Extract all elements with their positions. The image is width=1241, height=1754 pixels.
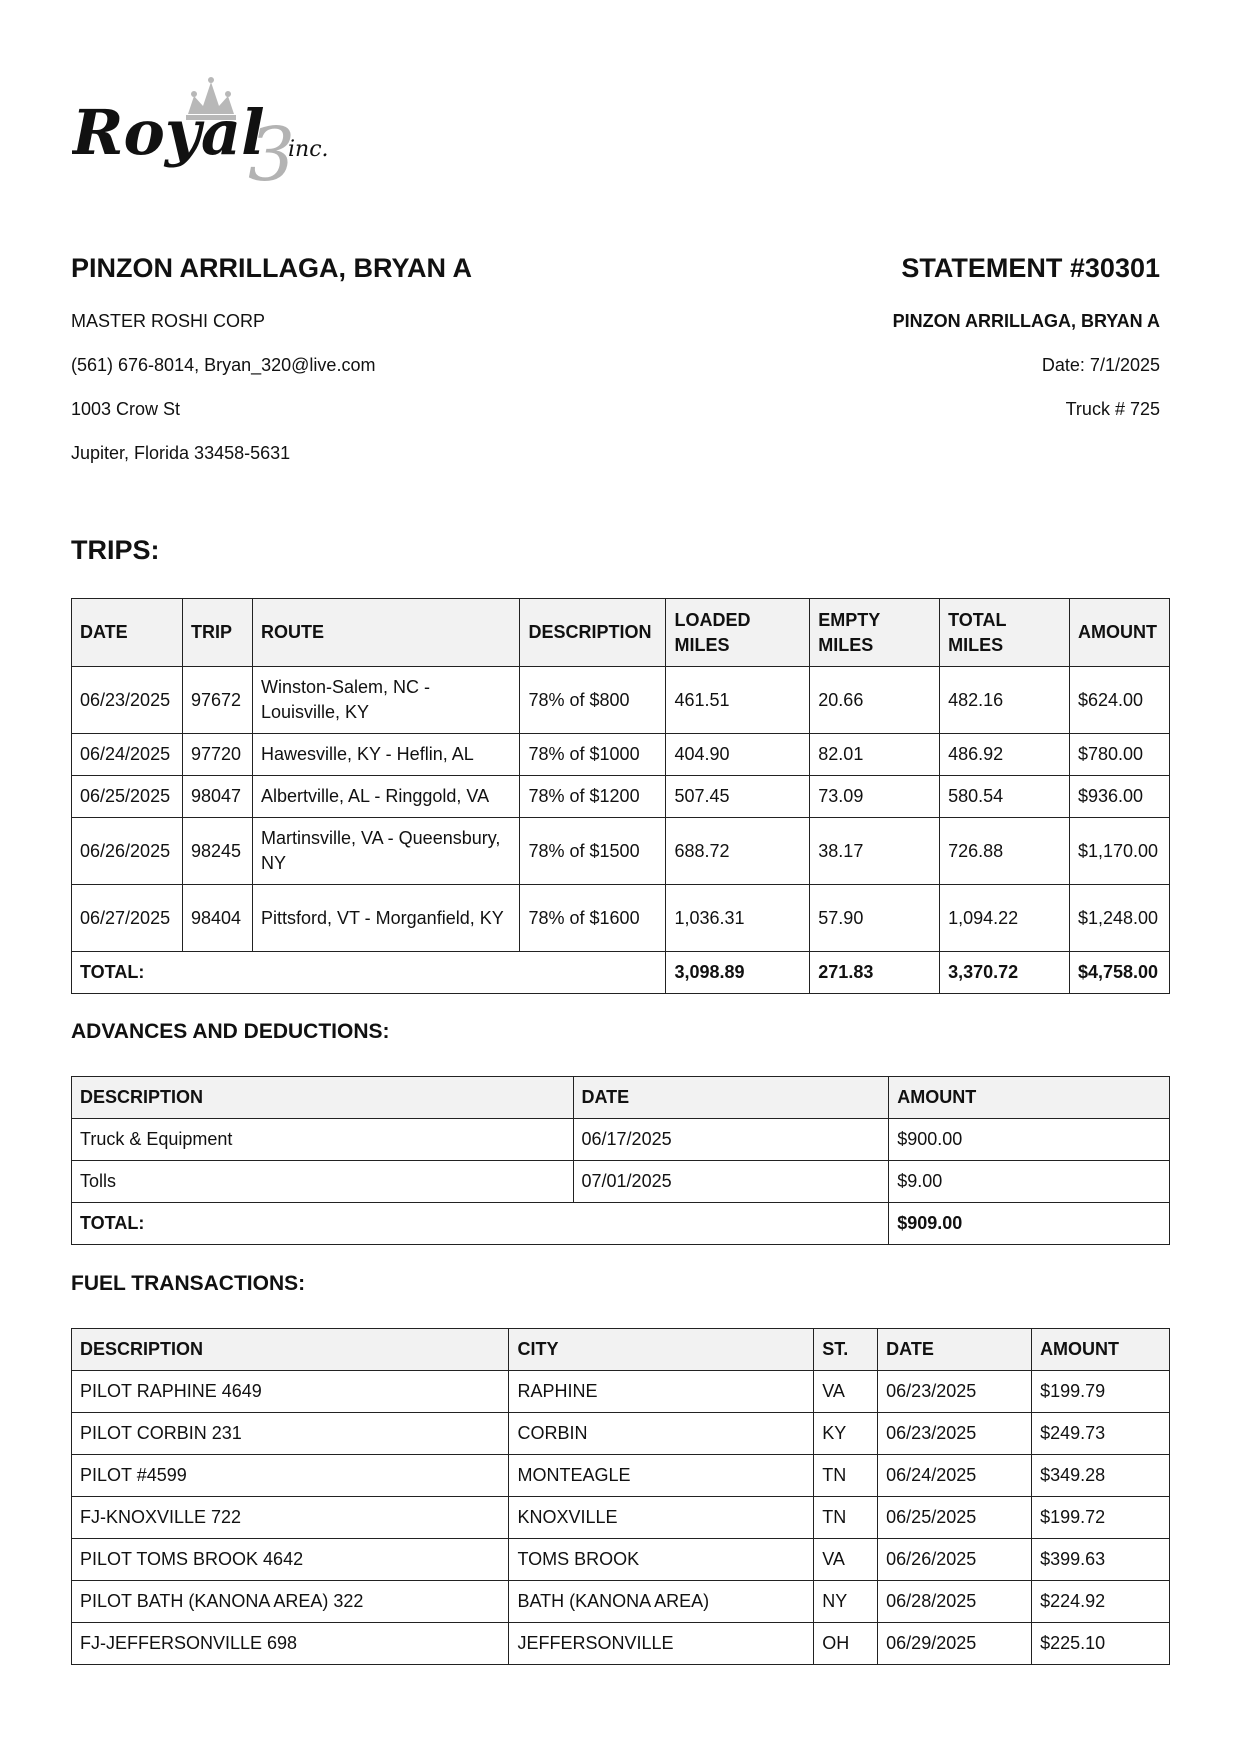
total-loaded-miles: 3,098.89 [666,952,810,994]
table-row [72,1371,1170,1413]
fuel-city: RAPHINE [509,1371,814,1413]
total-empty-miles: 271.83 [810,952,940,994]
fuel-amount: $199.79 [1032,1371,1170,1413]
fuel-amount: $199.72 [1032,1497,1170,1539]
advance-date: 07/01/2025 [573,1161,889,1203]
trip-date: 06/25/2025 [72,776,183,818]
trip-total-miles: 1,094.22 [940,885,1070,952]
fuel-date: 06/23/2025 [878,1371,1032,1413]
driver-info [71,252,472,464]
trip-total-miles: 486.92 [940,734,1070,776]
table-row [72,1497,1170,1539]
fuel-description: PILOT BATH (KANONA AREA) 322 [72,1581,509,1623]
trip-number: 98404 [182,885,252,952]
fuel-amount: $224.92 [1032,1581,1170,1623]
fuel-description: FJ-JEFFERSONVILLE 698 [72,1623,509,1665]
total-label: TOTAL: [72,952,666,994]
trip-loaded-miles: 688.72 [666,818,810,885]
table-row [72,1581,1170,1623]
fuel-date: 06/24/2025 [878,1455,1032,1497]
table-row [72,1623,1170,1665]
fuel-amount: $399.63 [1032,1539,1170,1581]
table-row [72,1455,1170,1497]
fuel-date: 06/23/2025 [878,1413,1032,1455]
col-header: DESCRIPTION [72,1329,509,1371]
trip-total-miles: 482.16 [940,667,1070,734]
trip-description: 78% of $1500 [520,818,666,885]
trip-amount: $780.00 [1069,734,1169,776]
trips-total-row [72,952,1170,994]
col-header: CITY [509,1329,814,1371]
trip-description: 78% of $800 [520,667,666,734]
trip-route: Martinsville, VA - Queensbury, NY [252,818,520,885]
fuel-date: 06/29/2025 [878,1623,1032,1665]
fuel-date: 06/26/2025 [878,1539,1032,1581]
trip-date: 06/23/2025 [72,667,183,734]
fuel-description: PILOT TOMS BROOK 4642 [72,1539,509,1581]
trip-date: 06/27/2025 [72,885,183,952]
logo-numeral: 3 [248,112,296,192]
fuel-date: 06/28/2025 [878,1581,1032,1623]
advances-total-row [72,1203,1170,1245]
col-header: LOADED MILES [666,599,810,667]
logo-wordmark: Royal [72,96,265,169]
trip-amount: $1,170.00 [1069,818,1169,885]
trip-loaded-miles: 404.90 [666,734,810,776]
fuel-city: TOMS BROOK [509,1539,814,1581]
trip-route: Hawesville, KY - Heflin, AL [252,734,520,776]
trip-empty-miles: 38.17 [810,818,940,885]
fuel-state: TN [814,1455,878,1497]
table-row [72,885,1170,952]
fuel-city: JEFFERSONVILLE [509,1623,814,1665]
fuel-state: NY [814,1581,878,1623]
trip-number: 98245 [182,818,252,885]
table-row [72,818,1170,885]
trips-title: TRIPS: [71,535,160,565]
trip-number: 98047 [182,776,252,818]
trips-table [71,598,1170,994]
fuel-description: PILOT CORBIN 231 [72,1413,509,1455]
statement-truck: Truck # 725 [1065,399,1160,419]
col-header: DESCRIPTION [72,1077,574,1119]
statement-info [893,252,1160,420]
trip-route: Winston-Salem, NC - Louisville, KY [252,667,520,734]
fuel-state: VA [814,1539,878,1581]
total-amount: $909.00 [889,1203,1170,1245]
advance-description: Truck & Equipment [72,1119,574,1161]
trip-empty-miles: 57.90 [810,885,940,952]
fuel-title: FUEL TRANSACTIONS: [71,1272,306,1295]
advance-description: Tolls [72,1161,574,1203]
trip-date: 06/24/2025 [72,734,183,776]
statement-title: STATEMENT #30301 [901,253,1160,283]
table-row [72,776,1170,818]
fuel-table [71,1328,1170,1665]
trip-loaded-miles: 461.51 [666,667,810,734]
trips-header-row [72,599,1170,667]
driver-name: PINZON ARRILLAGA, BRYAN A [71,253,473,283]
advance-date: 06/17/2025 [573,1119,889,1161]
logo-suffix: inc. [288,137,329,162]
col-header: DATE [573,1077,889,1119]
col-header: ROUTE [252,599,520,667]
fuel-city: CORBIN [509,1413,814,1455]
trip-loaded-miles: 1,036.31 [666,885,810,952]
trip-date: 06/26/2025 [72,818,183,885]
total-label: TOTAL: [72,1203,889,1245]
trip-route: Pittsford, VT - Morganfield, KY [252,885,520,952]
fuel-state: VA [814,1371,878,1413]
fuel-amount: $349.28 [1032,1455,1170,1497]
trip-empty-miles: 73.09 [810,776,940,818]
advances-title: ADVANCES AND DEDUCTIONS: [71,1020,390,1043]
driver-city: Jupiter, Florida 33458-5631 [71,443,291,463]
trip-amount: $936.00 [1069,776,1169,818]
statement-date: Date: 7/1/2025 [1041,355,1160,375]
col-header: DESCRIPTION [520,599,666,667]
table-row [72,1539,1170,1581]
advances-table [71,1076,1170,1245]
fuel-city: BATH (KANONA AREA) [509,1581,814,1623]
total-amount: $4,758.00 [1069,952,1169,994]
statement-name: PINZON ARRILLAGA, BRYAN A [892,311,1160,331]
trip-description: 78% of $1600 [520,885,666,952]
fuel-state: TN [814,1497,878,1539]
trip-total-miles: 726.88 [940,818,1070,885]
trip-amount: $1,248.00 [1069,885,1169,952]
col-header: TRIP [182,599,252,667]
table-row [72,1161,1170,1203]
trip-loaded-miles: 507.45 [666,776,810,818]
fuel-date: 06/25/2025 [878,1497,1032,1539]
trip-number: 97720 [182,734,252,776]
advance-amount: $900.00 [889,1119,1170,1161]
fuel-description: PILOT RAPHINE 4649 [72,1371,509,1413]
table-row [72,734,1170,776]
trip-description: 78% of $1200 [520,776,666,818]
col-header: DATE [878,1329,1032,1371]
driver-street: 1003 Crow St [71,399,181,419]
trip-route: Albertville, AL - Ringgold, VA [252,776,520,818]
trip-empty-miles: 82.01 [810,734,940,776]
col-header: TOTAL MILES [940,599,1070,667]
fuel-city: MONTEAGLE [509,1455,814,1497]
royal3-logo [72,72,392,192]
advances-header-row [72,1077,1170,1119]
driver-company: MASTER ROSHI CORP [71,311,266,331]
fuel-amount: $225.10 [1032,1623,1170,1665]
advance-amount: $9.00 [889,1161,1170,1203]
total-miles: 3,370.72 [940,952,1070,994]
fuel-state: KY [814,1413,878,1455]
trip-number: 97672 [182,667,252,734]
col-header: AMOUNT [1032,1329,1170,1371]
table-row [72,1119,1170,1161]
trip-description: 78% of $1000 [520,734,666,776]
trip-empty-miles: 20.66 [810,667,940,734]
trip-total-miles: 580.54 [940,776,1070,818]
trip-amount: $624.00 [1069,667,1169,734]
fuel-description: FJ-KNOXVILLE 722 [72,1497,509,1539]
fuel-city: KNOXVILLE [509,1497,814,1539]
fuel-amount: $249.73 [1032,1413,1170,1455]
driver-contact: (561) 676-8014, Bryan_320@live.com [71,355,376,375]
fuel-description: PILOT #4599 [72,1455,509,1497]
col-header: AMOUNT [889,1077,1170,1119]
fuel-state: OH [814,1623,878,1665]
table-row [72,667,1170,734]
col-header: DATE [72,599,183,667]
col-header: AMOUNT [1069,599,1169,667]
col-header: EMPTY MILES [810,599,940,667]
fuel-header-row [72,1329,1170,1371]
table-row [72,1413,1170,1455]
col-header: ST. [814,1329,878,1371]
